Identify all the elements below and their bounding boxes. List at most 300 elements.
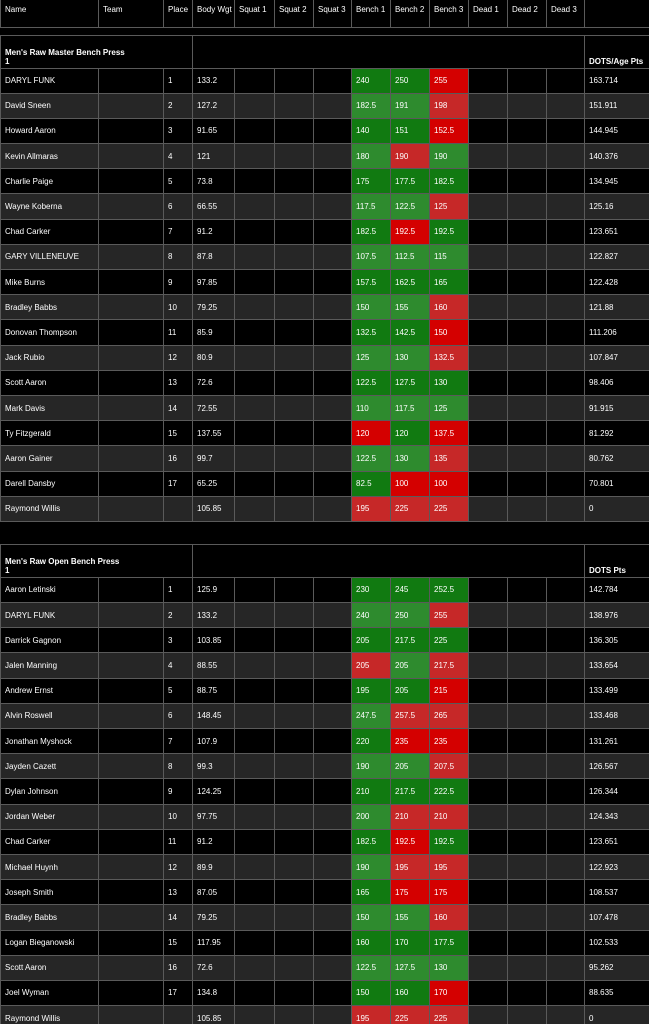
lifter-bodyweight: 148.45 [193,703,235,728]
squat-attempt-3 [314,779,352,804]
header-cell: Name [1,0,99,27]
squat-attempt-3 [314,603,352,628]
squat-attempt-1 [235,68,275,93]
squat-attempt-1 [235,703,275,728]
dead-attempt-2 [508,955,547,980]
dead-attempt-3 [547,678,585,703]
dead-attempt-2 [508,829,547,854]
bench-attempt-2: 130 [391,345,430,370]
dead-attempt-2 [508,345,547,370]
lifter-team [99,779,164,804]
squat-attempt-1 [235,471,275,496]
division-header [1,35,649,68]
bench-attempt-2: 170 [391,930,430,955]
lifter-place: 16 [164,446,193,471]
squat-attempt-2 [275,754,314,779]
squat-attempt-1 [235,144,275,169]
squat-attempt-2 [275,471,314,496]
bench-attempt-1: 240 [352,603,391,628]
squat-attempt-3 [314,1006,352,1024]
lifter-team [99,169,164,194]
lifter-name: Charlie Paige [1,169,99,194]
dead-attempt-3 [547,703,585,728]
lifter-team [99,880,164,905]
lifter-bodyweight: 89.9 [193,854,235,879]
bench-attempt-1: 150 [352,295,391,320]
lifter-name: Kevin Allmaras [1,144,99,169]
header-cell: Squat 2 [275,0,314,27]
lifter-team [99,345,164,370]
dead-attempt-2 [508,169,547,194]
dead-attempt-3 [547,421,585,446]
dead-attempt-2 [508,496,547,521]
lifter-name: Logan Bieganowski [1,930,99,955]
lifter-bodyweight: 117.95 [193,930,235,955]
points-label: DOTS Pts [585,544,649,577]
squat-attempt-2 [275,496,314,521]
bench-attempt-1: 82.5 [352,471,391,496]
bench-attempt-3: 255 [430,603,469,628]
dead-attempt-1 [469,446,508,471]
bench-attempt-1: 122.5 [352,370,391,395]
division-title-text: Men's Raw Master Bench Press [5,47,125,57]
bench-attempt-3: 175 [430,880,469,905]
dead-attempt-1 [469,219,508,244]
squat-attempt-2 [275,1006,314,1024]
bench-attempt-2: 205 [391,754,430,779]
lifter-points: 133.654 [585,653,649,678]
squat-attempt-3 [314,829,352,854]
squat-attempt-1 [235,169,275,194]
lifter-name: DARYL FUNK [1,68,99,93]
bench-attempt-3: 137.5 [430,421,469,446]
dead-attempt-1 [469,496,508,521]
lifter-place: 7 [164,219,193,244]
lifter-place: 11 [164,829,193,854]
bench-attempt-2: 257.5 [391,703,430,728]
lifter-bodyweight: 88.55 [193,653,235,678]
lifter-team [99,754,164,779]
bench-attempt-2: 175 [391,880,430,905]
dead-attempt-1 [469,395,508,420]
squat-attempt-3 [314,421,352,446]
lifter-points: 142.784 [585,577,649,602]
lifter-place: 9 [164,270,193,295]
bench-attempt-2: 192.5 [391,219,430,244]
division-title [1,35,193,68]
lifter-team [99,905,164,930]
squat-attempt-1 [235,345,275,370]
squat-attempt-2 [275,930,314,955]
bench-attempt-1: 200 [352,804,391,829]
bench-attempt-3: 255 [430,68,469,93]
lifter-place: 10 [164,804,193,829]
lifter-bodyweight: 91.2 [193,829,235,854]
squat-attempt-1 [235,829,275,854]
bench-attempt-2: 195 [391,854,430,879]
lifter-bodyweight: 99.7 [193,446,235,471]
lifter-name: Darell Dansby [1,471,99,496]
lifter-points: 122.923 [585,854,649,879]
table-row [1,577,649,602]
squat-attempt-2 [275,729,314,754]
dead-attempt-1 [469,370,508,395]
lifter-name: Jayden Cazett [1,754,99,779]
lifter-bodyweight: 91.65 [193,118,235,143]
lifter-bodyweight: 85.9 [193,320,235,345]
dead-attempt-2 [508,68,547,93]
lifter-points: 136.305 [585,628,649,653]
lifter-name: Scott Aaron [1,955,99,980]
dead-attempt-2 [508,219,547,244]
table-row [1,703,649,728]
dead-attempt-1 [469,829,508,854]
bench-attempt-3: 198 [430,93,469,118]
bench-attempt-1: 195 [352,678,391,703]
dead-attempt-3 [547,370,585,395]
squat-attempt-3 [314,729,352,754]
dead-attempt-3 [547,779,585,804]
bench-attempt-2: 155 [391,295,430,320]
lifter-name: Andrew Ernst [1,678,99,703]
dead-attempt-3 [547,446,585,471]
dead-attempt-1 [469,955,508,980]
lifter-points: 80.762 [585,446,649,471]
lifter-bodyweight: 72.55 [193,395,235,420]
squat-attempt-3 [314,930,352,955]
squat-attempt-3 [314,804,352,829]
dead-attempt-3 [547,729,585,754]
dead-attempt-1 [469,295,508,320]
bench-attempt-1: 190 [352,854,391,879]
lifter-place: 14 [164,905,193,930]
lifter-points: 163.714 [585,68,649,93]
dead-attempt-1 [469,577,508,602]
squat-attempt-2 [275,219,314,244]
header-cell: Dead 1 [469,0,508,27]
lifter-bodyweight: 107.9 [193,729,235,754]
lifter-place: 8 [164,244,193,269]
squat-attempt-1 [235,930,275,955]
division-subtitle-text: 1 [5,56,10,66]
squat-attempt-3 [314,118,352,143]
squat-attempt-3 [314,754,352,779]
division-title-text: Men's Raw Open Bench Press [5,556,120,566]
table-row [1,244,649,269]
lifter-points: 140.376 [585,144,649,169]
bench-attempt-3: 152.5 [430,118,469,143]
table-row [1,295,649,320]
lifter-team [99,118,164,143]
lifter-team [99,421,164,446]
dead-attempt-3 [547,955,585,980]
lifter-team [99,144,164,169]
lifter-bodyweight: 103.85 [193,628,235,653]
lifter-name: Donovan Thompson [1,320,99,345]
dead-attempt-3 [547,1006,585,1024]
bench-attempt-3: 130 [430,955,469,980]
spacer-cell [1,521,649,544]
lifter-name: Dylan Johnson [1,779,99,804]
lifter-points: 0 [585,496,649,521]
bench-attempt-3: 192.5 [430,219,469,244]
squat-attempt-2 [275,628,314,653]
bench-attempt-3: 150 [430,320,469,345]
dead-attempt-3 [547,930,585,955]
table-row [1,930,649,955]
lifter-points: 125.16 [585,194,649,219]
bench-attempt-1: 125 [352,345,391,370]
dead-attempt-2 [508,754,547,779]
lifter-bodyweight: 87.8 [193,244,235,269]
bench-attempt-3: 160 [430,295,469,320]
table-row [1,93,649,118]
lifter-team [99,270,164,295]
lifter-team [99,653,164,678]
lifter-name: Scott Aaron [1,370,99,395]
lifter-place: 13 [164,880,193,905]
bench-attempt-3: 125 [430,194,469,219]
bench-attempt-3: 160 [430,905,469,930]
bench-attempt-2: 190 [391,144,430,169]
lifter-points: 123.651 [585,219,649,244]
lifter-team [99,496,164,521]
bench-attempt-3: 225 [430,1006,469,1024]
dead-attempt-2 [508,118,547,143]
bench-attempt-1: 117.5 [352,194,391,219]
table-row [1,804,649,829]
lifter-points: 144.945 [585,118,649,143]
lifter-points: 122.827 [585,244,649,269]
section-spacer [1,521,649,544]
bench-attempt-1: 182.5 [352,219,391,244]
lifter-name: Raymond Willis [1,1006,99,1024]
dead-attempt-3 [547,93,585,118]
lifter-points: 102.533 [585,930,649,955]
dead-attempt-1 [469,729,508,754]
bench-attempt-2: 225 [391,1006,430,1024]
bench-attempt-3: 217.5 [430,653,469,678]
header-cell [585,0,649,27]
squat-attempt-1 [235,421,275,446]
bench-attempt-2: 155 [391,905,430,930]
bench-attempt-3: 190 [430,144,469,169]
lifter-points: 95.262 [585,955,649,980]
dead-attempt-3 [547,754,585,779]
lifter-team [99,68,164,93]
section-spacer [1,27,649,35]
lifter-bodyweight: 73.8 [193,169,235,194]
lifter-place: 13 [164,370,193,395]
lifter-place: 17 [164,980,193,1005]
bench-attempt-2: 205 [391,678,430,703]
lifter-points: 81.292 [585,421,649,446]
lifter-name: Joseph Smith [1,880,99,905]
lifter-team [99,930,164,955]
squat-attempt-2 [275,93,314,118]
dead-attempt-2 [508,905,547,930]
lifter-bodyweight: 80.9 [193,345,235,370]
squat-attempt-1 [235,93,275,118]
squat-attempt-2 [275,678,314,703]
lifter-place: 3 [164,118,193,143]
bench-attempt-2: 142.5 [391,320,430,345]
bench-attempt-3: 195 [430,854,469,879]
dead-attempt-3 [547,395,585,420]
squat-attempt-3 [314,270,352,295]
points-label: DOTS/Age Pts [585,35,649,68]
lifter-bodyweight: 72.6 [193,955,235,980]
dead-attempt-3 [547,194,585,219]
bench-attempt-3: 170 [430,980,469,1005]
lifter-points: 126.344 [585,779,649,804]
squat-attempt-1 [235,779,275,804]
header-row [1,0,649,27]
squat-attempt-3 [314,295,352,320]
division-blank [193,35,585,68]
bench-attempt-1: 165 [352,880,391,905]
bench-attempt-3: 135 [430,446,469,471]
lifter-bodyweight: 72.6 [193,370,235,395]
lifter-team [99,703,164,728]
lifter-place: 11 [164,320,193,345]
table-row [1,1006,649,1024]
bench-attempt-2: 225 [391,496,430,521]
lifter-bodyweight: 79.25 [193,905,235,930]
squat-attempt-2 [275,703,314,728]
dead-attempt-2 [508,1006,547,1024]
squat-attempt-3 [314,169,352,194]
dead-attempt-3 [547,804,585,829]
squat-attempt-2 [275,779,314,804]
squat-attempt-1 [235,854,275,879]
lifter-place: 6 [164,194,193,219]
lifter-name: Wayne Koberna [1,194,99,219]
lifter-points: 138.976 [585,603,649,628]
lifter-points: 0 [585,1006,649,1024]
dead-attempt-2 [508,295,547,320]
lifter-bodyweight: 88.75 [193,678,235,703]
bench-attempt-1: 220 [352,729,391,754]
dead-attempt-1 [469,421,508,446]
squat-attempt-2 [275,244,314,269]
lifter-points: 70.801 [585,471,649,496]
dead-attempt-1 [469,270,508,295]
table-row [1,603,649,628]
bench-attempt-1: 122.5 [352,446,391,471]
bench-attempt-3: 252.5 [430,577,469,602]
dead-attempt-1 [469,320,508,345]
dead-attempt-2 [508,244,547,269]
lifter-place: 4 [164,144,193,169]
lifter-name: Jalen Manning [1,653,99,678]
bench-attempt-2: 177.5 [391,169,430,194]
bench-attempt-2: 120 [391,421,430,446]
squat-attempt-1 [235,370,275,395]
division-title [1,544,193,577]
bench-attempt-3: 215 [430,678,469,703]
bench-attempt-3: 182.5 [430,169,469,194]
squat-attempt-2 [275,295,314,320]
squat-attempt-1 [235,628,275,653]
bench-attempt-1: 120 [352,421,391,446]
dead-attempt-2 [508,144,547,169]
dead-attempt-2 [508,93,547,118]
dead-attempt-3 [547,653,585,678]
bench-attempt-2: 210 [391,804,430,829]
bench-attempt-2: 245 [391,577,430,602]
table-row [1,955,649,980]
bench-attempt-3: 115 [430,244,469,269]
header-cell: Body Wgt [193,0,235,27]
lifter-points: 133.468 [585,703,649,728]
bench-attempt-2: 235 [391,729,430,754]
lifter-bodyweight: 133.2 [193,68,235,93]
squat-attempt-2 [275,955,314,980]
squat-attempt-2 [275,980,314,1005]
lifter-points: 123.651 [585,829,649,854]
table-row [1,446,649,471]
header-cell: Dead 2 [508,0,547,27]
dead-attempt-1 [469,345,508,370]
lifter-team [99,93,164,118]
lifter-team [99,320,164,345]
bench-attempt-2: 205 [391,653,430,678]
bench-attempt-1: 182.5 [352,93,391,118]
bench-attempt-2: 160 [391,980,430,1005]
lifter-points: 151.911 [585,93,649,118]
dead-attempt-1 [469,703,508,728]
table-row [1,118,649,143]
lifter-team [99,678,164,703]
header-cell: Bench 1 [352,0,391,27]
table-row [1,779,649,804]
lifter-place: 2 [164,603,193,628]
squat-attempt-3 [314,345,352,370]
bench-attempt-2: 151 [391,118,430,143]
lifter-team [99,194,164,219]
dead-attempt-2 [508,194,547,219]
dead-attempt-2 [508,628,547,653]
bench-attempt-1: 150 [352,980,391,1005]
bench-attempt-1: 107.5 [352,244,391,269]
squat-attempt-3 [314,653,352,678]
squat-attempt-3 [314,320,352,345]
lifter-points: 133.499 [585,678,649,703]
squat-attempt-1 [235,754,275,779]
lifter-place [164,1006,193,1024]
table-row [1,905,649,930]
lifter-points: 121.88 [585,295,649,320]
header-cell: Squat 3 [314,0,352,27]
division-blank [193,544,585,577]
dead-attempt-2 [508,577,547,602]
squat-attempt-3 [314,93,352,118]
bench-attempt-3: 132.5 [430,345,469,370]
lifter-place: 7 [164,729,193,754]
lifter-team [99,219,164,244]
bench-attempt-1: 190 [352,754,391,779]
lifter-name: Jonathan Myshock [1,729,99,754]
table-row [1,496,649,521]
lifter-team [99,370,164,395]
bench-attempt-2: 112.5 [391,244,430,269]
results-body [1,0,649,1024]
lifter-name: Darrick Gagnon [1,628,99,653]
lifter-place: 17 [164,471,193,496]
lifter-team [99,955,164,980]
lifter-bodyweight: 124.25 [193,779,235,804]
